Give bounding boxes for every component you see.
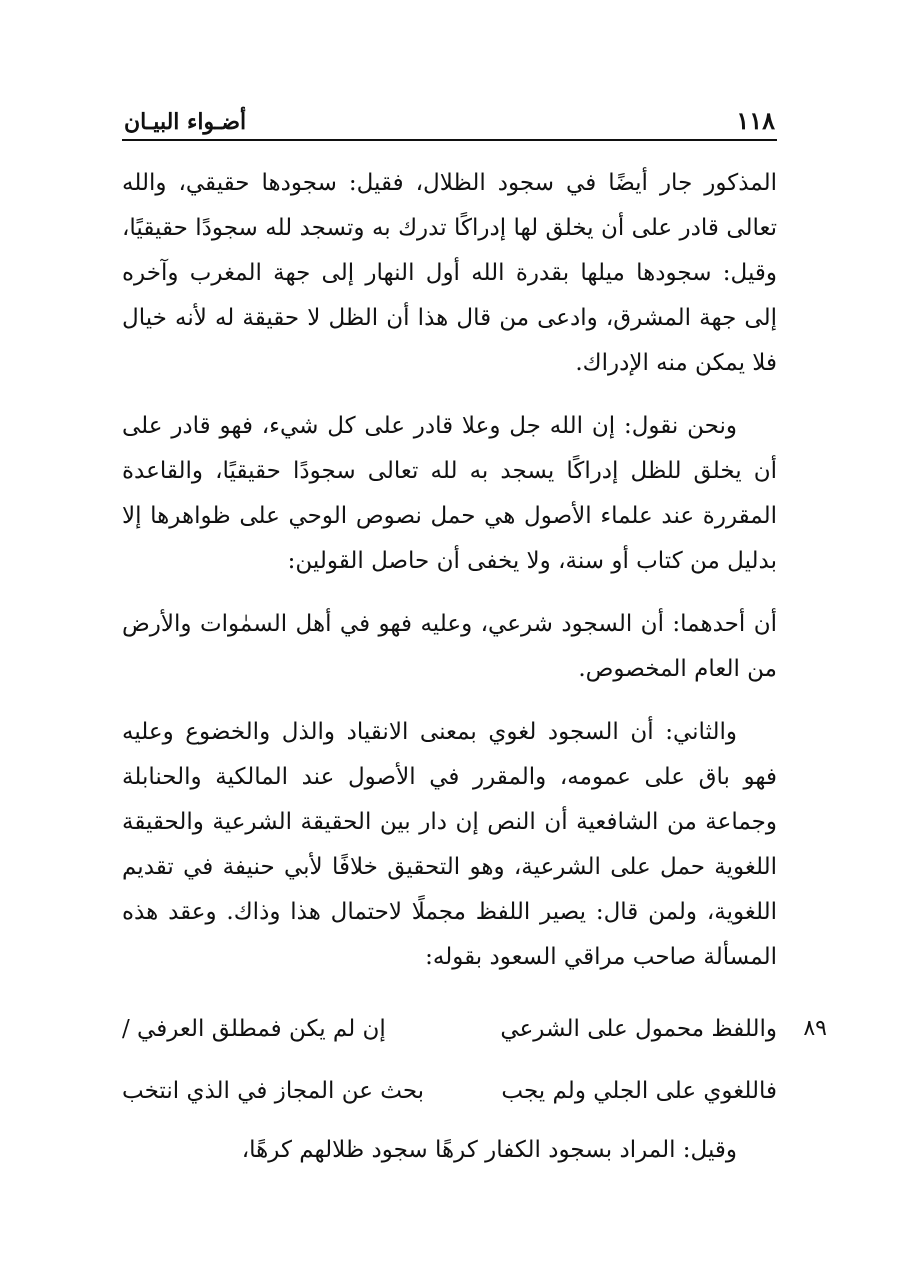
verse-number: ٨٩ [803, 1016, 827, 1041]
document-page [122, 95, 827, 1191]
paragraph: وقيل: المراد بسجود الكفار كرهًا سجود ظلالهم كرهًا، [241, 1137, 737, 1163]
paragraph: أن أحدهما: أن السجود شرعي، وعليه فهو في أهل السمٰوات والأرض من العام المخصوص. [122, 611, 777, 682]
verse-line [122, 998, 777, 1060]
page-body [122, 161, 827, 1173]
paragraph: المذكور جار أيضًا في سجود الظلال، فقيل: سجودها حقيقي، والله تعالى قادر على أن يخلق لها إدراكًا تدرك به وتسجد لله سجودًا حقيقيًا، وقيل: سجودها ميلها بقدرة الله أول النهار إلى جهة المغرب وآخره إلى جهة المشرق، وادعى من قال هذا أن الظل لا حقيقة له لأنه خيال فلا يمكن منه الإدراك. [122, 170, 777, 376]
book-title: أضـواء البيـان [124, 109, 247, 135]
verse-line [122, 1060, 777, 1122]
poem-verse [122, 998, 827, 1122]
paragraph: والثاني: أن السجود لغوي بمعنى الانقياد والذل والخضوع وعليه فهو باق على عمومه، والمقرر في الأصول عند المالكية والحنابلة وجماعة من الشافعية أن النص إن دار بين الحقيقة الشرعية والحقيقة اللغوية حمل على الشرعية، وهو التحقيق خلافًا لأبي حنيفة في تقديم اللغوية، ولمن قال: يصير اللفظ مجملًا لاحتمال هذا وذاك. وعقد هذه المسألة صاحب مراقي السعود بقوله: [122, 719, 777, 970]
page-number: ١١٨ [736, 106, 775, 135]
paragraph: ونحن نقول: إن الله جل وعلا قادر على كل شيء، فهو قادر على أن يخلق للظل إدراكًا يسجد به لله تعالى سجودًا حقيقيًا، والقاعدة المقررة عند علماء الأصول هي حمل نصوص الوحي على ظواهرها إلا بدليل من كتاب أو سنة، ولا يخفى أن حاصل القولين: [122, 413, 777, 574]
page-header [122, 95, 777, 141]
verse-second-hemistich: إن لم يكن فمطلق العرفي / [122, 1015, 386, 1042]
verse-first-hemistich: واللفظ محمول على الشرعي [500, 1015, 777, 1042]
verse-first-hemistich: فاللغوي على الجلي ولم يجب [501, 1077, 777, 1104]
verse-second-hemistich: بحث عن المجاز في الذي انتخب [122, 1077, 425, 1104]
